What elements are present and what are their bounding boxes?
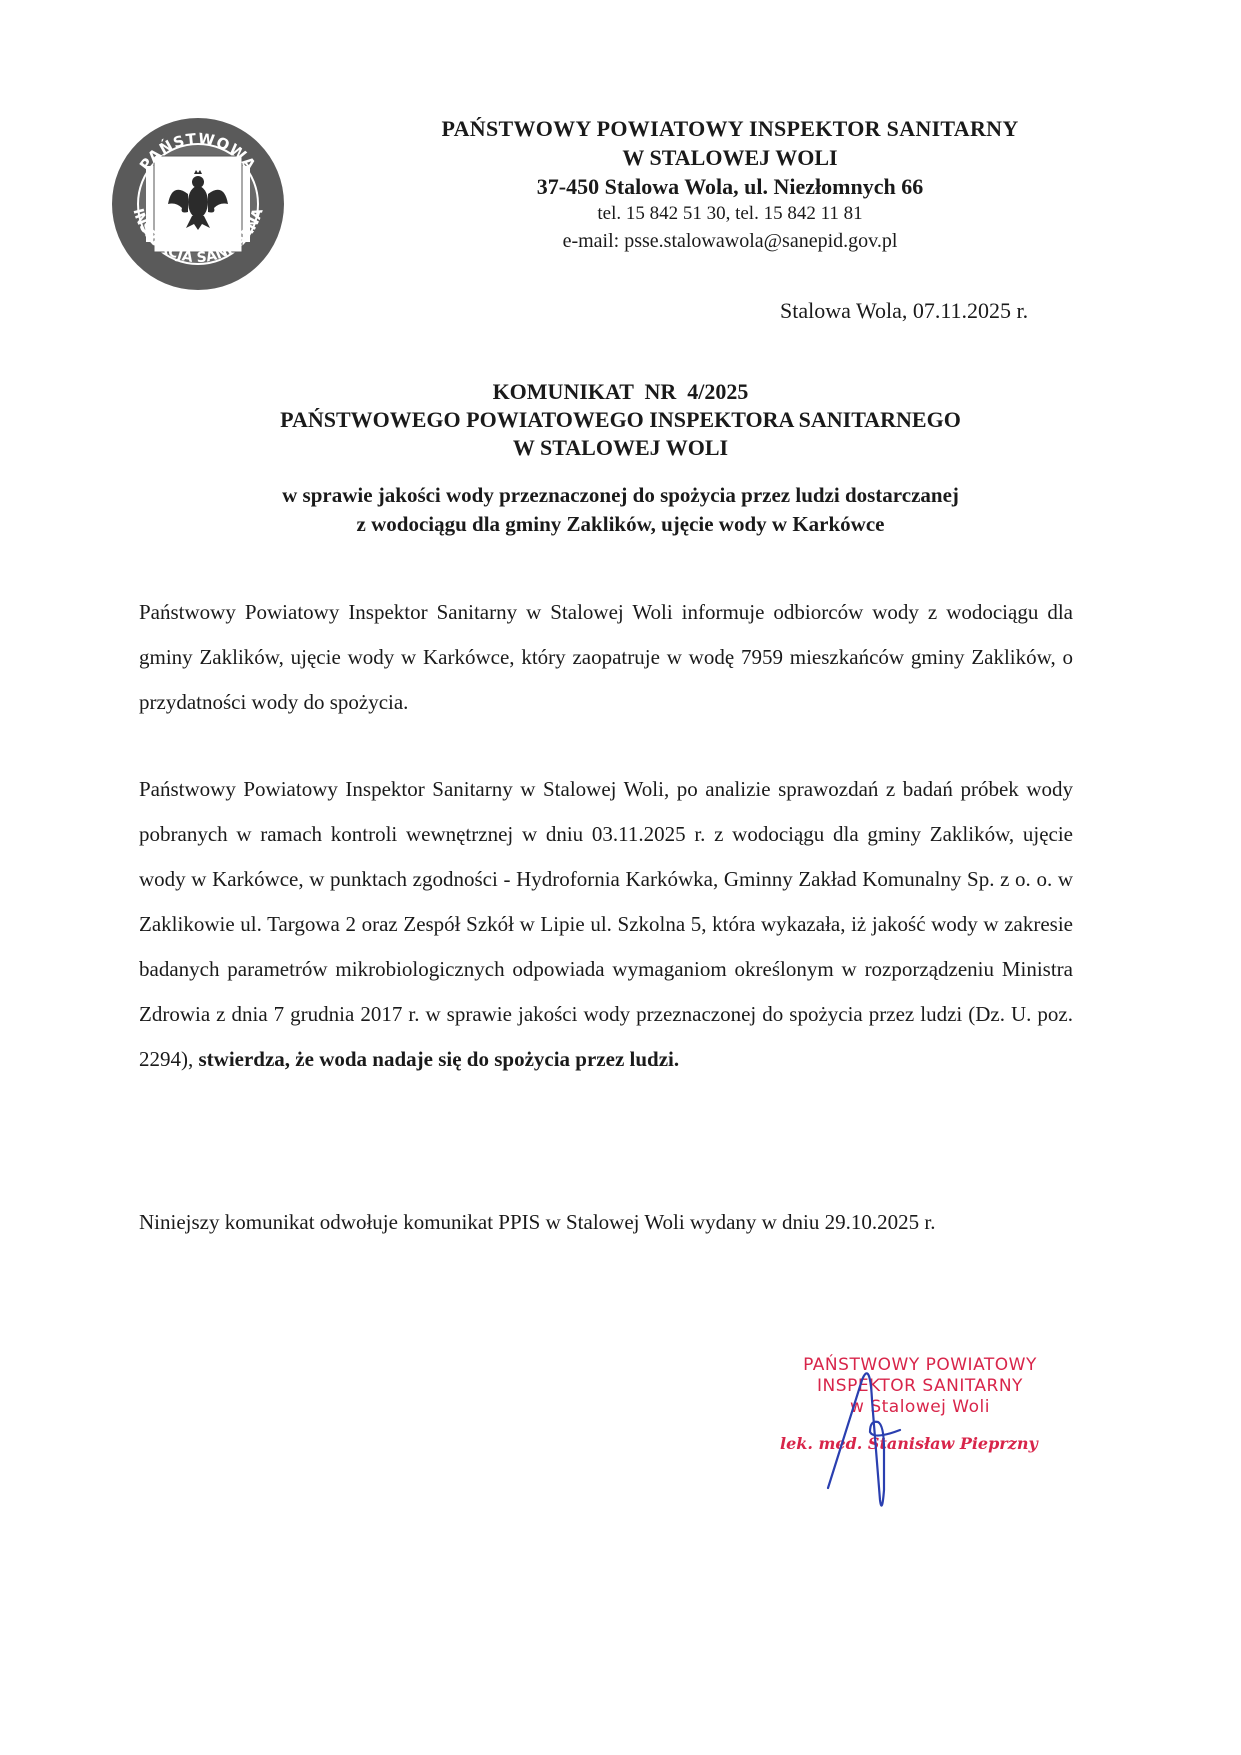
sanitary-inspection-logo (110, 116, 286, 292)
institution-name: PAŃSTWOWY POWIATOWY INSPEKTOR SANITARNY (441, 116, 1019, 141)
paragraph-3: Niniejszy komunikat odwołuje komunikat PPIS w Stalowej Woli wydany w dniu 29.10.2025 r. (139, 1210, 936, 1234)
paragraph-2 (139, 767, 1073, 1082)
title-line-2: PAŃSTWOWEGO POWIATOWEGO INSPEKTORA SANITARNEGO (280, 407, 961, 432)
subject-line-1: w sprawie jakości wody przeznaczonej do spożycia przez ludzi dostarczanej (282, 483, 959, 507)
institution-phone: tel. 15 842 51 30, tel. 15 842 11 81 (597, 203, 863, 224)
logo-emblem-icon (110, 116, 286, 292)
svg-text:PAŃSTWOWA: PAŃSTWOWA (135, 129, 260, 175)
handwritten-signature (820, 1340, 960, 1520)
document-subject (150, 481, 1091, 539)
stamp-line-3: w Stalowej Woli (850, 1397, 990, 1417)
stamp-line-2: INSPEKTOR SANITARNY (817, 1376, 1023, 1396)
signature-icon (820, 1340, 960, 1520)
letterhead (340, 114, 1120, 255)
title-line-3: W STALOWEJ WOLI (512, 435, 729, 460)
institution-city: W STALOWEJ WOLI (622, 145, 838, 170)
institution-address: 37-450 Stalowa Wola, ul. Niezłomnych 66 (536, 174, 924, 199)
document-title (150, 378, 1091, 462)
subject-line-2: z wodociągu dla gminy Zaklików, ujęcie wody w Karkówce (356, 512, 885, 536)
document-date: Stalowa Wola, 07.11.2025 r. (780, 298, 1029, 323)
paragraph-2-text: Państwowy Powiatowy Inspektor Sanitarny w Stalowej Woli, po analizie sprawozdań z badań próbek wody pobranych w ramach kontroli wewnętrznej w dniu 03.11.2025 r. z wodociągu dla gminy Zaklików, ujęcie wody w Karkówce, w punktach zgodności - Hydrofornia Karkówka, Gminny Zakład Komunalny Sp. z o. o. w Zaklikowie ul. Targowa 2 oraz Zespół Szkół w Lipie ul. Szkolna 5, która wykazała, iż jakość wody w zakresie badanych parametrów mikrobiologicznych odpowiada wymaganiom określonym w rozporządzeniu Ministra Zdrowia z dnia 7 grudnia 2017 r. w sprawie jakości wody przeznaczonej do spożycia przez ludzi (Dz. U. poz. 2294), (139, 777, 1073, 1071)
stamp-signatory: lek. med. Stanisław Pieprzny (780, 1434, 1038, 1453)
svg-text:INSPEKCJA SANITARNA: INSPEKCJA SANITARNA (129, 206, 267, 267)
paragraph-1: Państwowy Powiatowy Inspektor Sanitarny w Stalowej Woli informuje odbiorców wody z wodociągu dla gminy Zaklików, ujęcie wody w Karkówce, który zaopatruje w wodę 7959 mieszkańców gminy Zaklików, o przydatności wody do spożycia. (139, 600, 1073, 714)
institution-email: e-mail: psse.stalowawola@sanepid.gov.pl (562, 230, 898, 252)
stamp-line-1: PAŃSTWOWY POWIATOWY (803, 1355, 1037, 1375)
paragraph-2-conclusion: stwierdza, że woda nadaje się do spożycia przez ludzi. (198, 1047, 680, 1071)
title-line-1: KOMUNIKAT NR 4/2025 (492, 379, 749, 404)
